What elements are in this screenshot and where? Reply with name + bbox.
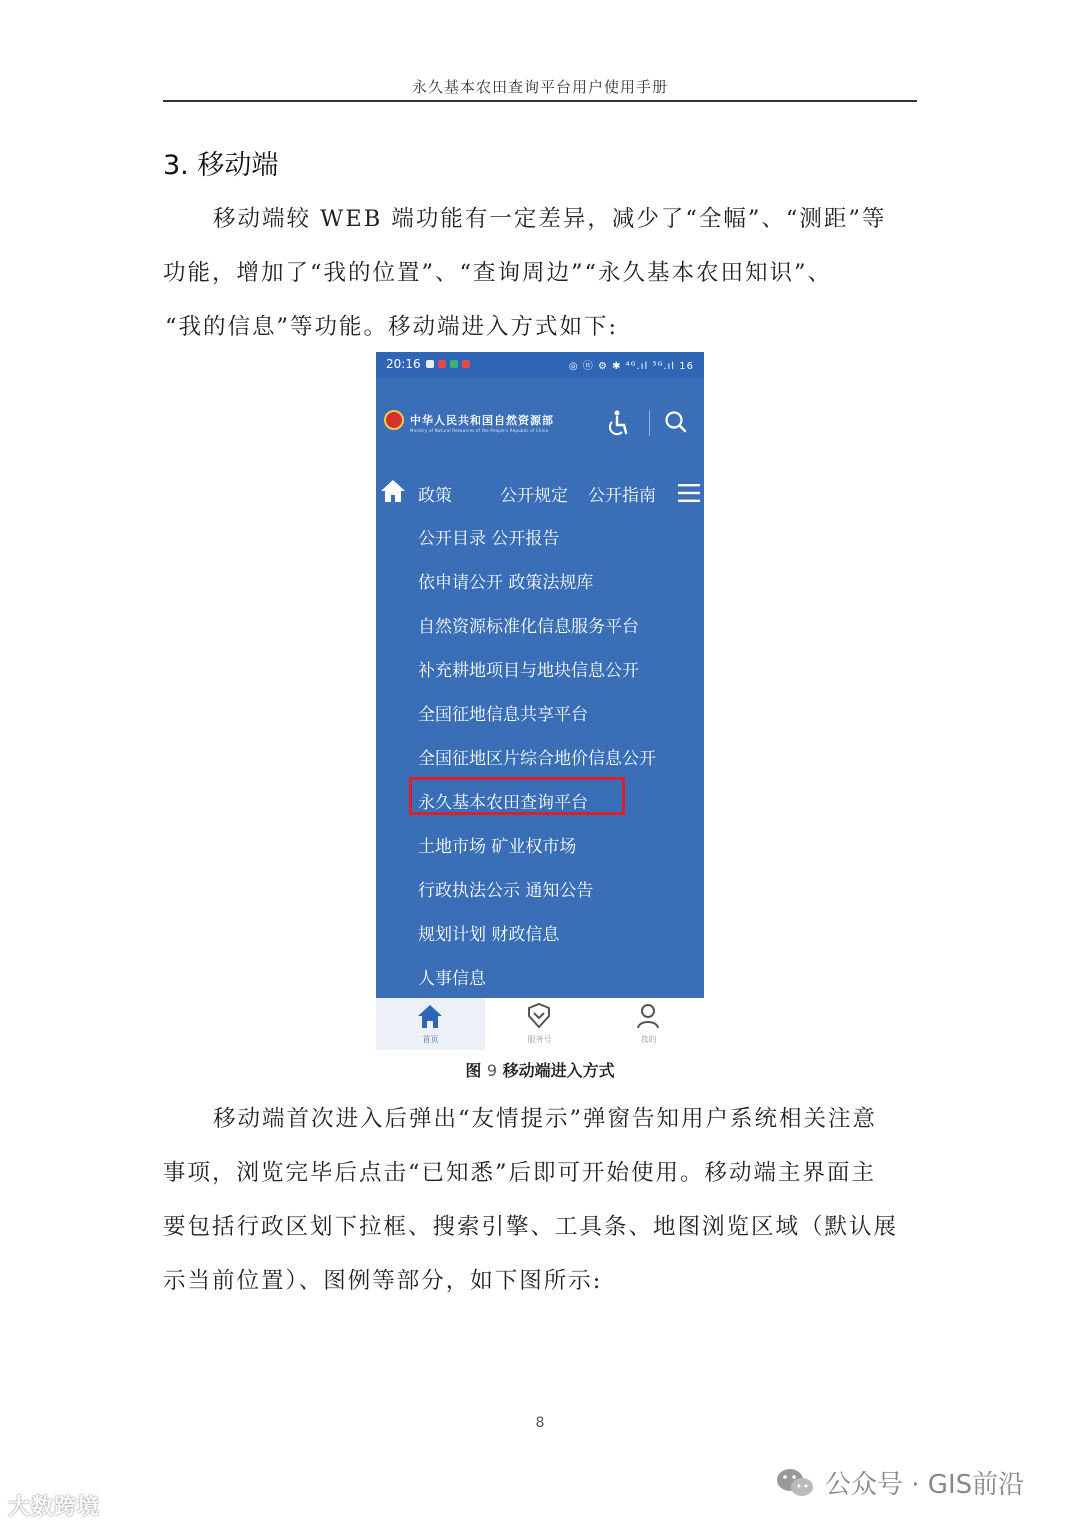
phone-screenshot bbox=[376, 352, 704, 1050]
nav-item-disclosure-rules[interactable]: 公开规定 bbox=[500, 486, 568, 506]
accessibility-icon[interactable] bbox=[608, 410, 630, 440]
wechat-icon bbox=[775, 1466, 815, 1500]
paragraph-2-line: 事项，浏览完毕后点击“已知悉”后即可开始使用。移动端主界面主 bbox=[163, 1160, 877, 1186]
status-bar bbox=[376, 352, 704, 378]
watermark-right-text: 公众号 · GIS前沿 bbox=[825, 1470, 1025, 1500]
nav-item-disclosure-guide[interactable]: 公开指南 bbox=[588, 486, 656, 506]
paragraph-2-line: 移动端首次进入后弹出“友情提示”弹窗告知用户系统相关注意 bbox=[213, 1106, 878, 1132]
bottom-tabbar bbox=[376, 998, 704, 1050]
watermark-right bbox=[775, 1464, 1024, 1501]
menu-item[interactable]: 全国征地信息共享平台 bbox=[418, 705, 588, 725]
menu-item-highlighted[interactable]: 永久基本农田查询平台 bbox=[418, 793, 588, 813]
tab-mine[interactable] bbox=[594, 998, 703, 1050]
figure-number: 9 bbox=[486, 1061, 498, 1080]
highlight-box bbox=[409, 777, 625, 815]
menu-item[interactable]: 补充耕地项目与地块信息公开 bbox=[418, 661, 639, 681]
header-rule bbox=[163, 100, 917, 102]
tab-label: 首页 bbox=[422, 1035, 439, 1044]
paragraph-1-line: “我的信息”等功能。移动端进入方式如下: bbox=[165, 314, 619, 340]
header-divider bbox=[649, 410, 650, 436]
status-indicators: ◎ ⓝ ⚙ ✱ ⁴ᴳ.ıl ⁵ᴳ.ıl 16 bbox=[568, 361, 694, 372]
service-heart-icon bbox=[525, 1002, 553, 1034]
notification-icons bbox=[426, 360, 470, 368]
paragraph-2-line: 要包括行政区划下拉框、搜索引擎、工具条、地图浏览区域（默认展 bbox=[163, 1214, 899, 1240]
search-icon[interactable] bbox=[664, 410, 688, 438]
paragraph-1-line: 功能，增加了“我的位置”、“查询周边”“永久基本农田知识”、 bbox=[163, 260, 833, 286]
paragraph-1 bbox=[163, 192, 917, 354]
menu-item[interactable]: 公开目录 公开报告 bbox=[418, 529, 560, 549]
menu-item[interactable]: 规划计划 财政信息 bbox=[418, 925, 560, 945]
menu-item[interactable]: 行政执法公示 通知公告 bbox=[418, 881, 594, 901]
ministry-name: 中华人民共和国自然资源部 bbox=[410, 414, 554, 427]
status-time: 20:16 bbox=[386, 357, 421, 371]
ministry-name-en: Ministry of Natural Resources of the People's Republic of China bbox=[410, 428, 549, 433]
home-icon[interactable] bbox=[380, 479, 406, 507]
paragraph-1-line: 移动端较 WEB 端功能有一定差异，减少了“全幅”、“测距”等 bbox=[213, 206, 887, 232]
figure-title: 移动端进入方式 bbox=[502, 1061, 615, 1080]
figure-caption bbox=[163, 1058, 917, 1081]
hamburger-icon[interactable] bbox=[678, 483, 700, 507]
menu-item[interactable]: 土地市场 矿业权市场 bbox=[418, 837, 577, 857]
section-heading: 3. 移动端 bbox=[163, 150, 279, 181]
paragraph-2 bbox=[163, 1092, 917, 1308]
paragraph-2-line: 示当前位置）、图例等部分，如下图所示: bbox=[163, 1268, 603, 1294]
watermark-left: 大数跨境 bbox=[8, 1495, 101, 1520]
tab-label: 我的 bbox=[640, 1035, 657, 1044]
home-icon bbox=[416, 1002, 444, 1034]
tab-home[interactable] bbox=[376, 998, 485, 1050]
national-emblem-icon bbox=[384, 410, 404, 430]
menu-item[interactable]: 自然资源标准化信息服务平台 bbox=[418, 617, 639, 637]
figure-label: 图 bbox=[465, 1061, 482, 1080]
nav-item-policy[interactable]: 政策 bbox=[418, 486, 452, 506]
tab-service[interactable] bbox=[485, 998, 594, 1050]
tab-label: 服务号 bbox=[527, 1035, 552, 1044]
menu-item[interactable]: 依申请公开 政策法规库 bbox=[418, 573, 594, 593]
page-number: 8 bbox=[535, 1415, 545, 1431]
nav-row bbox=[376, 476, 704, 510]
menu-item[interactable]: 人事信息 bbox=[418, 969, 486, 989]
header-title: 永久基本农田查询平台用户使用手册 bbox=[411, 78, 668, 96]
menu-item[interactable]: 全国征地区片综合地价信息公开 bbox=[418, 749, 656, 769]
user-icon bbox=[634, 1002, 662, 1034]
